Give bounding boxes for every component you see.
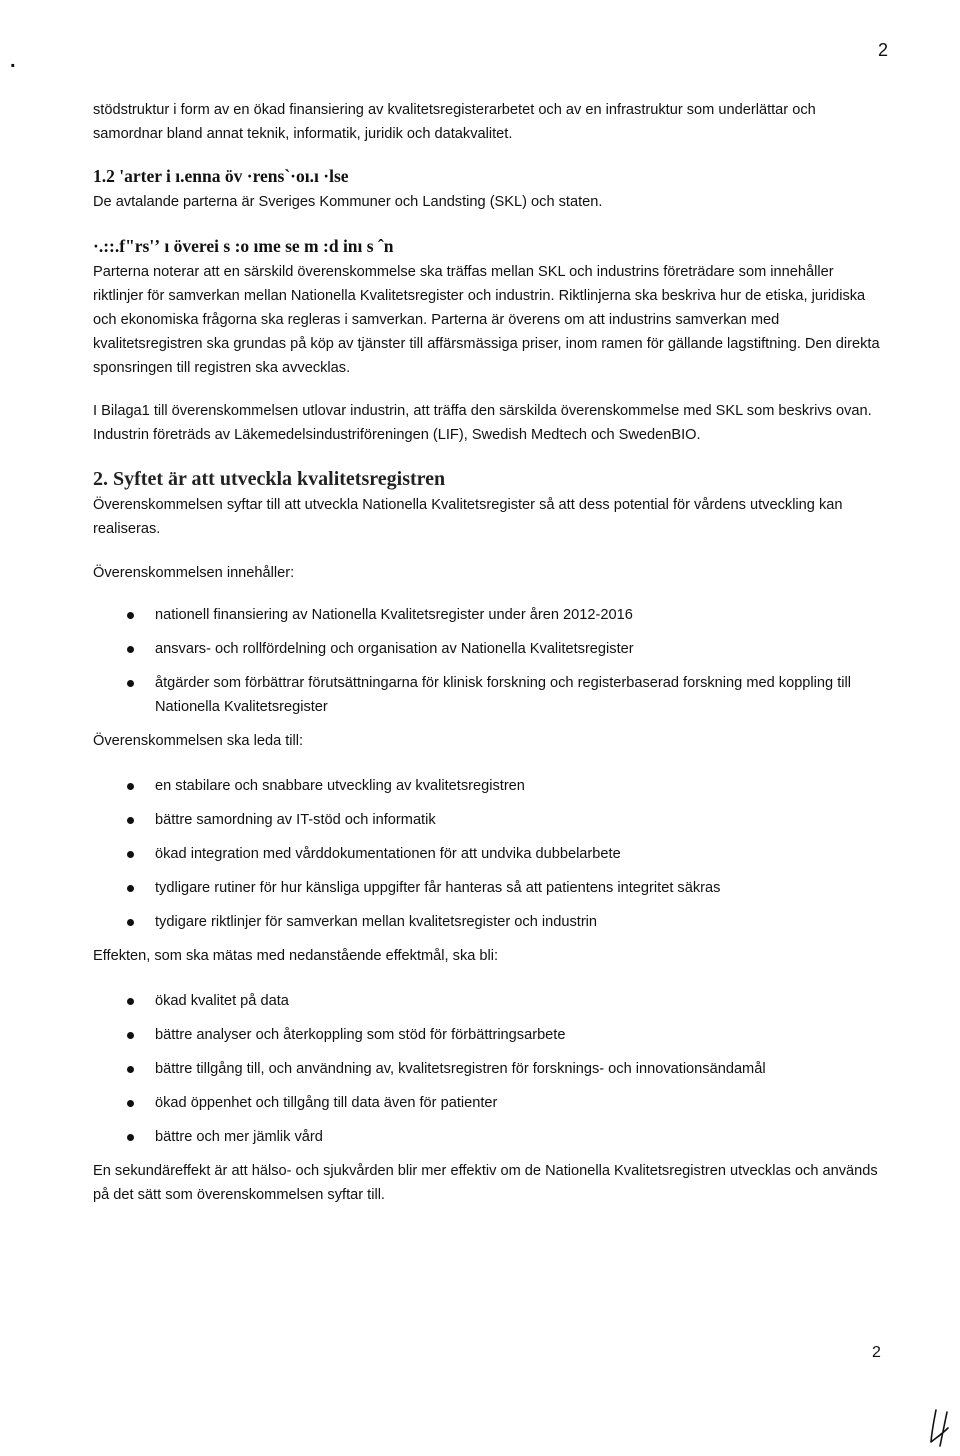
list-item: åtgärder som förbättrar förutsättningarna för klinisk forskning och registerbaserad forskning med koppling till Nationella Kvalitetsregister (93, 671, 883, 719)
contains-list (93, 603, 883, 719)
list-item: bättre samordning av IT-stöd och informatik (93, 808, 883, 832)
page-number-bottom: 2 (872, 1344, 881, 1361)
document-body (93, 98, 883, 1207)
closing-paragraph: En sekundäreffekt är att hälso- och sjukvården blir mer effektiv om de Nationella Kvalitetsregistren utvecklas och används på det sätt som överenskommelsen syftar till. (93, 1163, 878, 1203)
section-1-2-text: De avtalande parterna är Sveriges Kommuner och Landsting (SKL) och staten. (93, 194, 603, 210)
list-item: en stabilare och snabbare utveckling av kvalitetsregistren (93, 774, 883, 798)
section-1-3-heading: ·.::.f"rs'ʼ ı överei s :o ıme se m :d inı s ˆn (93, 236, 394, 256)
leads-list (93, 774, 883, 934)
list-item: ökad integration med vårddokumentationen för att undvika dubbelarbete (93, 842, 883, 866)
contains-label: Överenskommelsen innehåller: (93, 565, 295, 581)
section-2-intro: Överenskommelsen syftar till att utveckla Nationella Kvalitetsregister så att dess potential för vårdens utveckling kan realiseras. (93, 497, 843, 537)
intro-paragraph: stödstruktur i form av en ökad finansiering av kvalitetsregisterarbetet och av en infrastruktur som underlättar och samordnar bland annat teknik, informatik, juridik och datakvalitet. (93, 102, 816, 142)
effects-list (93, 989, 883, 1149)
list-item: ökad öppenhet och tillgång till data även för patienter (93, 1091, 883, 1115)
list-item: tydligare rutiner för hur känsliga uppgifter får hanteras så att patientens integritet säkras (93, 876, 883, 900)
page-number-top: 2 (878, 40, 889, 60)
stray-mark: . (10, 50, 16, 72)
section-1-2-heading: 1.2 'arter i ı.enna öv ·rens`·oı.ı ·lse (93, 166, 349, 186)
section-1-3-paragraph-1: Parterna noterar att en särskild överenskommelse ska träffas mellan SKL och industrins företrädare som innehåller riktlinjer för samverkan mellan Nationella Kvalitetsregister och industrin. Riktlinjerna ska beskriva hur de etiska, juridiska och ekonomiska frågorna ska regleras i samverkan. Parterna är överens om att industrins samverkan med kvalitetsregistren ska grundas på köp av tjänster till affärsmässiga priser, inom ramen för gällande lagstiftning. Den direkta sponsringen till registren ska avvecklas. (93, 264, 880, 376)
section-2-heading: 2. Syftet är att utveckla kvalitetsregistren (93, 468, 446, 490)
list-item: bättre och mer jämlik vård (93, 1125, 883, 1149)
list-item: bättre tillgång till, och användning av, kvalitetsregistren för forsknings- och innovationsändamål (93, 1057, 883, 1081)
section-1-3-paragraph-2: I Bilaga1 till överenskommelsen utlovar industrin, att träffa den särskilda överenskommelse med SKL som beskrivs ovan. Industrin företräds av Läkemedelsindustriföreningen (LIF), Swedish Medtech och SwedenBIO. (93, 403, 872, 443)
list-item: tydigare riktlinjer för samverkan mellan kvalitetsregister och industrin (93, 910, 883, 934)
effects-label: Effekten, som ska mätas med nedanstående effektmål, ska bli: (93, 948, 499, 964)
list-item: ökad kvalitet på data (93, 989, 883, 1013)
list-item: nationell finansiering av Nationella Kvalitetsregister under åren 2012-2016 (93, 603, 883, 627)
list-item: ansvars- och rollfördelning och organisation av Nationella Kvalitetsregister (93, 637, 883, 661)
handwritten-initials-signature (928, 1408, 952, 1448)
leads-label: Överenskommelsen ska leda till: (93, 733, 304, 749)
list-item: bättre analyser och återkoppling som stöd för förbättringsarbete (93, 1023, 883, 1047)
